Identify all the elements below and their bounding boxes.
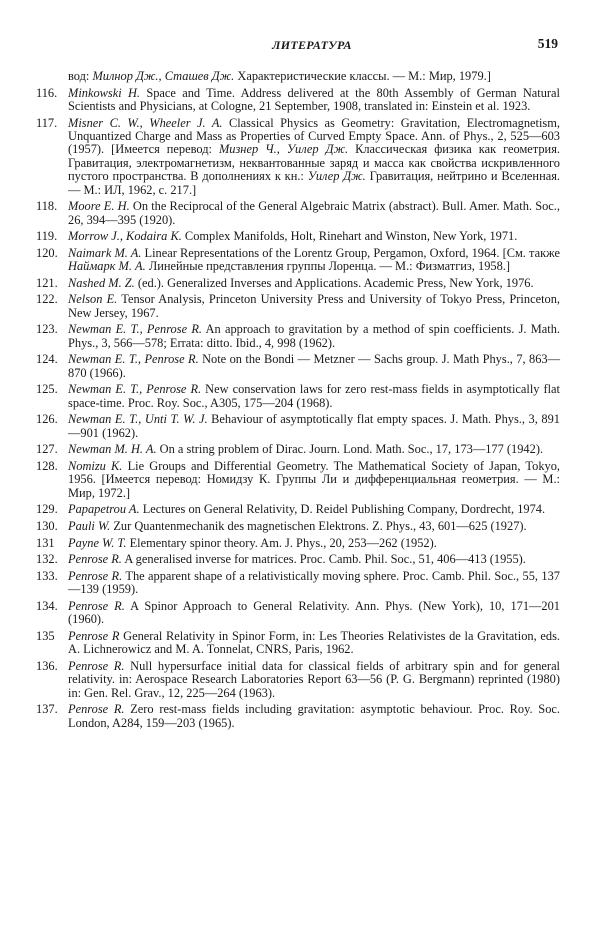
reference-text: Tensor Analysis, Princeton University Press and University of Tokyo Press, Princeton, New Jersey, 1967.: [68, 292, 560, 320]
reference-number: 129.: [36, 502, 58, 517]
reference-authors: Moore E. H.: [68, 199, 130, 214]
reference-authors: Morrow J., Kodaira K.: [68, 229, 182, 244]
reference-text: Lectures on General Relativity, D. Reidel Publishing Company, Dordrecht, 1974.: [139, 502, 546, 517]
reference-authors: Nomizu K.: [68, 459, 123, 473]
reference-number: 119.: [36, 229, 58, 244]
reference-entry: [36, 703, 560, 730]
reference-text: Null hypersurface initial data for classical fields of arbitrary spin and for general relativity. in: Aerospace Research Laboratories Report 63—56 (P. G. Bergmann) reprinted (1980) in: Gen. Rel. Grav., 12, 225—264 (1963).: [68, 658, 561, 700]
reference-text: On a string problem of Dirac. Journ. Lond. Math. Soc., 17, 173—177 (1942).: [156, 442, 544, 457]
reference-number: 121.: [36, 275, 58, 290]
reference-authors: Misner C. W., Wheeler J. A.: [68, 115, 223, 130]
reference-entry: [36, 570, 560, 597]
reference-entry: [36, 460, 560, 500]
reference-entry: [36, 630, 560, 657]
reference-text: Zero rest-mass fields including gravitation: asymptotic behaviour. Proc. Roy. Soc. London, A284, 159—203 (1965).: [68, 702, 560, 730]
reference-authors: Minkowski H.: [68, 85, 141, 100]
reference-entry: [36, 117, 560, 197]
reference-text: A Spinor Approach to General Relativity. Ann. Phys. (New York), 10, 171—201 (1960).: [68, 598, 561, 627]
reference-number: 124.: [36, 352, 58, 367]
reference-number: 117.: [36, 115, 58, 130]
reference-entry: [36, 293, 560, 320]
reference-authors: Nashed M. Z.: [68, 275, 135, 290]
reference-number: 128.: [36, 459, 58, 473]
reference-number: 118.: [36, 199, 58, 214]
reference-text: General Relativity in Spinor Form, in: Les Theories Relativistes de la Gravitation, eds. A. Lichnerowicz and M. A. Tonnelat, CNRS, Paris, 1962.: [68, 628, 560, 657]
reference-number: 131: [36, 535, 55, 550]
reference-authors: Naimark M. A.: [68, 245, 142, 260]
reference-authors: Penrose R.: [68, 552, 122, 567]
reference-entry: [36, 247, 560, 274]
reference-authors: Pauli W.: [68, 519, 111, 533]
reference-authors: Penrose R.: [68, 658, 125, 673]
reference-list: [36, 70, 560, 730]
reference-text: An approach to gravitation by a method of spin coefficients. J. Math. Phys., 3, 566—578; Errata: ditto. Ibid., 4, 998 (1962).: [68, 322, 560, 350]
reference-authors: Наймарк М. А.: [68, 259, 146, 274]
reference-entry: [36, 70, 560, 83]
reference-text: Note on the Bondi — Metzner — Sachs group. J. Math Phys., 7, 863—870 (1966).: [68, 352, 560, 380]
reference-text: вод:: [68, 69, 93, 83]
reference-text: Линейные представления группы Лоренца. — М.: Физматгиз, 1958.]: [145, 259, 511, 274]
running-title: ЛИТЕРАТУРА: [272, 38, 352, 52]
reference-number: 136.: [36, 658, 58, 673]
reference-number: 122.: [36, 292, 58, 307]
reference-authors: Newman M. H. A.: [68, 442, 157, 457]
reference-number: 120.: [36, 245, 58, 260]
reference-entry: [36, 277, 560, 290]
reference-text: The apparent shape of a relativistically moving sphere. Proc. Camb. Phil. Soc., 55, 137—139 (1959).: [68, 568, 560, 597]
reference-text: Complex Manifolds, Holt, Rinehart and Winston, New York, 1971.: [181, 229, 518, 244]
reference-number: 135: [36, 628, 55, 643]
reference-number: 116.: [36, 85, 58, 100]
reference-entry: [36, 600, 560, 627]
reference-entry: [36, 503, 560, 516]
reference-entry: [36, 87, 560, 114]
reference-authors: Papapetrou A.: [68, 502, 140, 517]
reference-entry: [36, 383, 560, 410]
reference-number: 123.: [36, 322, 58, 337]
reference-authors: Penrose R.: [68, 598, 125, 613]
reference-text: New conservation laws for zero rest-mass fields in asymptotically flat space-time. Proc. Roy. Soc., A305, 175—204 (1968).: [68, 382, 560, 410]
reference-entry: [36, 443, 560, 456]
running-header: [66, 36, 558, 56]
reference-entry: [36, 353, 560, 380]
reference-text: Elementary spinor theory. Am. J. Phys., 20, 253—262 (1952).: [126, 535, 437, 550]
reference-entry: [36, 323, 560, 350]
reference-authors: Newman E. T., Unti T. W. J.: [68, 412, 208, 427]
reference-text: Behaviour of asymptotically flat empty spaces. J. Math. Phys., 3, 891—901 (1962).: [68, 412, 560, 440]
reference-text: (ed.). Generalized Inverses and Applications. Academic Press, New York, 1976.: [134, 275, 534, 290]
reference-authors: Penrose R.: [68, 702, 125, 717]
reference-number: 127.: [36, 442, 58, 457]
reference-text: Lie Groups and Differential Geometry. The Mathematical Society of Japan, Tokyo, 1956. [Имеется перевод: Номидзу К. Группы Ли и дифференциальная геометрия. — М.: Мир, 1972.]: [68, 459, 560, 500]
reference-text: Space and Time. Address delivered at the 80th Assembly of German Natural Scientists and Physicians, at Cologne, 21 September, 1908, translated in: Einstein et al. 1923.: [68, 85, 561, 113]
reference-authors: Мизнер Ч., Уилер Дж.: [218, 142, 349, 157]
reference-number: 130.: [36, 519, 58, 533]
reference-entry: [36, 660, 560, 700]
reference-number: 125.: [36, 382, 58, 397]
reference-authors: Милнор Дж., Сташев Дж.: [92, 69, 235, 83]
reference-number: 134.: [36, 598, 58, 613]
reference-text: Гравитация, нейтрино и Вселенная. — М.: ИЛ, 1962, с. 217.]: [68, 169, 560, 197]
reference-authors: Penrose R: [68, 628, 120, 643]
reference-authors: Newman E. T., Penrose R.: [68, 352, 199, 367]
reference-text: A generalised inverse for matrices. Proc. Camb. Phil. Soc., 51, 406—413 (1955).: [121, 552, 526, 567]
reference-authors: Newman E. T., Penrose R.: [68, 382, 202, 397]
reference-number: 137.: [36, 702, 58, 717]
reference-text: On the Reciprocal of the General Algebraic Matrix (abstract). Bull. Amer. Math. Soc., 26, 394—395 (1920).: [68, 199, 560, 227]
reference-authors: Nelson E.: [68, 292, 118, 307]
reference-entry: [36, 230, 560, 243]
reference-entry: [36, 413, 560, 440]
reference-text: Linear Representations of the Lorentz Group, Pergamon, Oxford, 1964. [См. также: [141, 245, 560, 260]
reference-authors: Newman E. T., Penrose R.: [68, 322, 202, 337]
reference-entry: [36, 537, 560, 550]
reference-text: Классическая физика как геометрия. Гравитация, электромагнетизм, неквантованные заряд и масса как свойства искривленного пустого пространства. В дополнениях к кн.:: [68, 142, 560, 184]
reference-number: 133.: [36, 568, 58, 583]
reference-entry: [36, 553, 560, 566]
reference-text: Zur Quantenmechanik des magnetischen Elektrons. Z. Phys., 43, 601—625 (1927).: [110, 519, 527, 533]
reference-number: 126.: [36, 412, 58, 427]
reference-entry: [36, 200, 560, 227]
reference-authors: Уилер Дж.: [307, 169, 366, 184]
page-number: 519: [537, 36, 558, 51]
reference-authors: Penrose R.: [68, 568, 123, 583]
reference-number: 132.: [36, 552, 58, 567]
reference-entry: [36, 520, 560, 533]
reference-authors: Payne W. T.: [68, 535, 127, 550]
reference-text: Classical Physics as Geometry: Gravitation, Electromagnetism, Unquantized Charge and Mass as Properties of Curved Empty Space. Ann. of Phys., 2, 525—603 (1957). [Имеется перевод:: [68, 115, 560, 157]
reference-text: Характеристические классы. — М.: Мир, 1979.]: [234, 69, 491, 83]
